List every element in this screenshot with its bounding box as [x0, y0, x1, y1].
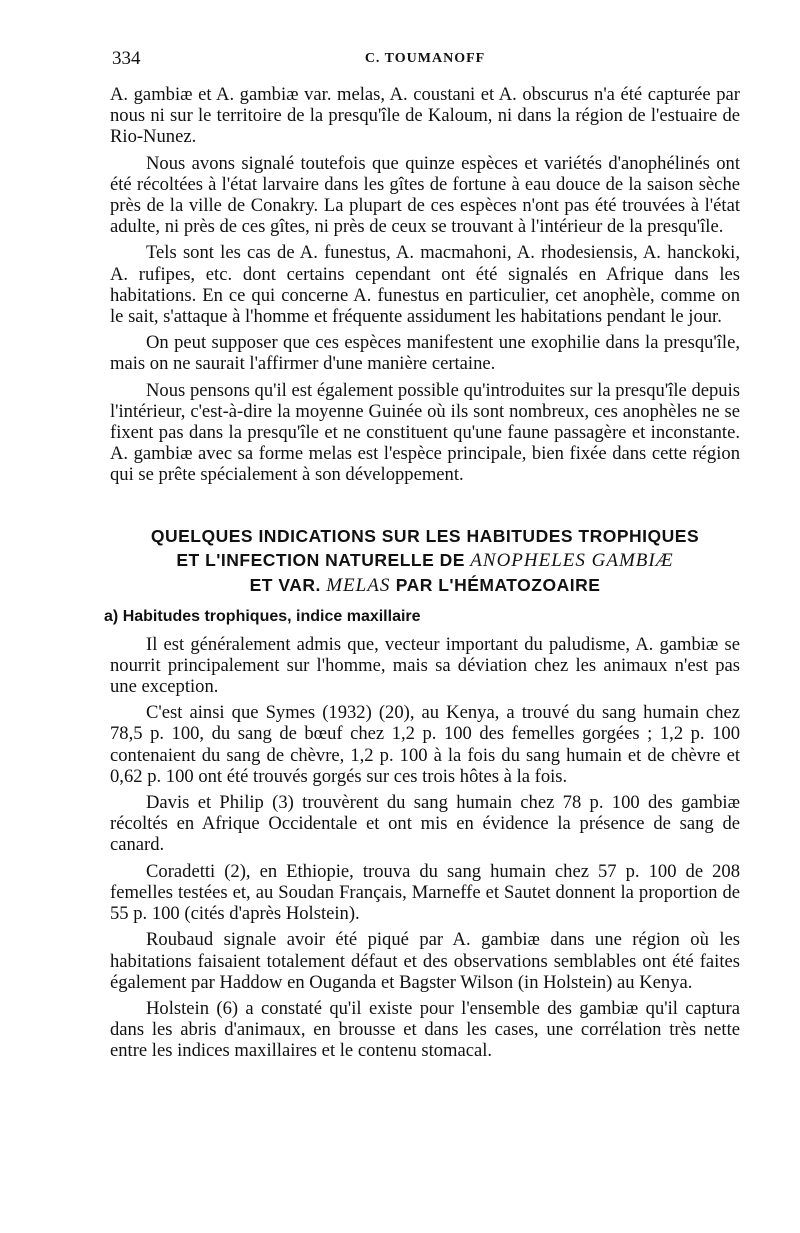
subsection-heading: [104, 606, 740, 628]
paragraph: Coradetti (2), en Ethiopie, trouva du sang humain chez 57 p. 100 de 208 femelles testées et, au Soudan Français, Marneffe et Sautet donnent la proportion de 55 p. 100 (cités d'après Holstein).: [110, 860, 740, 925]
paragraph: A. gambiæ et A. gambiæ var. melas, A. coustani et A. obscurus n'a été capturée par nous ni sur le territoire de la presqu'île de Kaloum, ni dans la région de l'estuaire de Rio-Nunez.: [110, 84, 740, 148]
paragraph: Il est généralement admis que, vecteur important du paludisme, A. gambiæ se nourrit principalement sur l'homme, mais sa déviation chez les animaux n'est pas une exception.: [110, 633, 740, 698]
section-title-line: [110, 573, 740, 598]
section-title-text: ET L'INFECTION NATURELLE DE: [176, 549, 465, 570]
running-head: C. TOUMANOFF: [364, 51, 486, 66]
paragraph: Holstein (6) a constaté qu'il existe pour l'ensemble des gambiæ qu'il captura dans les abris d'animaux, en brousse et dans les cases, une corrélation très nette entre les indices maxillaires et le contenu stomacal.: [110, 997, 740, 1062]
section-title-text: ET VAR.: [249, 574, 321, 595]
paragraph: Nous avons signalé toutefois que quinze espèces et variétés d'anophélinés ont été récoltées à l'état larvaire dans les gîtes de fortune à eau douce de la saison sèche près de la ville de Conakry. La plupart de ces espèces n'ont pas été trouvées à l'état adulte, ni près de ces gîtes, ni près de ceux se trouvant à l'intérieur de la presqu'île.: [110, 152, 740, 238]
paragraph: On peut supposer que ces espèces manifestent une exophilie dans la presqu'île, mais on ne saurait l'affirmer d'une manière certaine.: [110, 332, 740, 375]
section-title-species: ANOPHELES GAMBIÆ: [470, 549, 674, 571]
section-title-line: QUELQUES INDICATIONS SUR LES HABITUDES TROPHIQUES: [150, 525, 700, 546]
section-title: [110, 524, 740, 598]
section-title-variety: MELAS: [326, 574, 391, 596]
section-title-line: [110, 548, 740, 573]
section-title-text: PAR L'HÉMATOZOAIRE: [395, 574, 601, 595]
subsection-label: a): [104, 607, 119, 625]
page-header: [112, 48, 738, 74]
paragraph: Tels sont les cas de A. funestus, A. macmahoni, A. rhodesiensis, A. hanckoki, A. rufipes, etc. dont certains cependant ont été signalés en Afrique dans les habitations. En ce qui concerne A. funestus en particulier, cet anophèle, comme on le sait, s'attaque à l'homme et fréquente assidument les habitations pendant le jour.: [110, 242, 740, 328]
paragraph: Nous pensons qu'il est également possible qu'introduites sur la presqu'île depuis l'intérieur, c'est-à-dire la moyenne Guinée où ils sont nombreux, ces anophèles ne se fixent pas dans la presqu'île et ne constituent qu'une faune passagère et inconstante. A. gambiæ avec sa forme melas est l'espèce principale, bien fixée dans cette région qui se prête spécialement à son développement.: [110, 379, 740, 486]
paragraph: Davis et Philip (3) trouvèrent du sang humain chez 78 p. 100 des gambiæ récoltés en Afrique Occidentale et ont mis en évidence la présence de sang de canard.: [110, 792, 740, 856]
subsection-title: Habitudes trophiques, indice maxillaire: [122, 607, 421, 625]
paragraph: C'est ainsi que Symes (1932) (20), au Kenya, a trouvé du sang humain chez 78,5 p. 100, du sang de bœuf chez 1,2 p. 100 des femelles gorgées ; 1,2 p. 100 contenaient du sang de chèvre, 1,2 p. 100 à la fois du sang humain et de chèvre et 0,62 p. 100 ont été trouvés gorgés sur ces trois hôtes à la fois.: [110, 702, 740, 787]
page-number: 334: [112, 48, 141, 69]
paragraph: Roubaud signale avoir été piqué par A. gambiæ dans une région où les habitations faisaient totalement défaut et des observations semblables ont été faites également par Haddow en Ouganda et Bagster Wilson (in Holstein) au Kenya.: [110, 929, 740, 993]
page-body: [104, 84, 740, 1067]
